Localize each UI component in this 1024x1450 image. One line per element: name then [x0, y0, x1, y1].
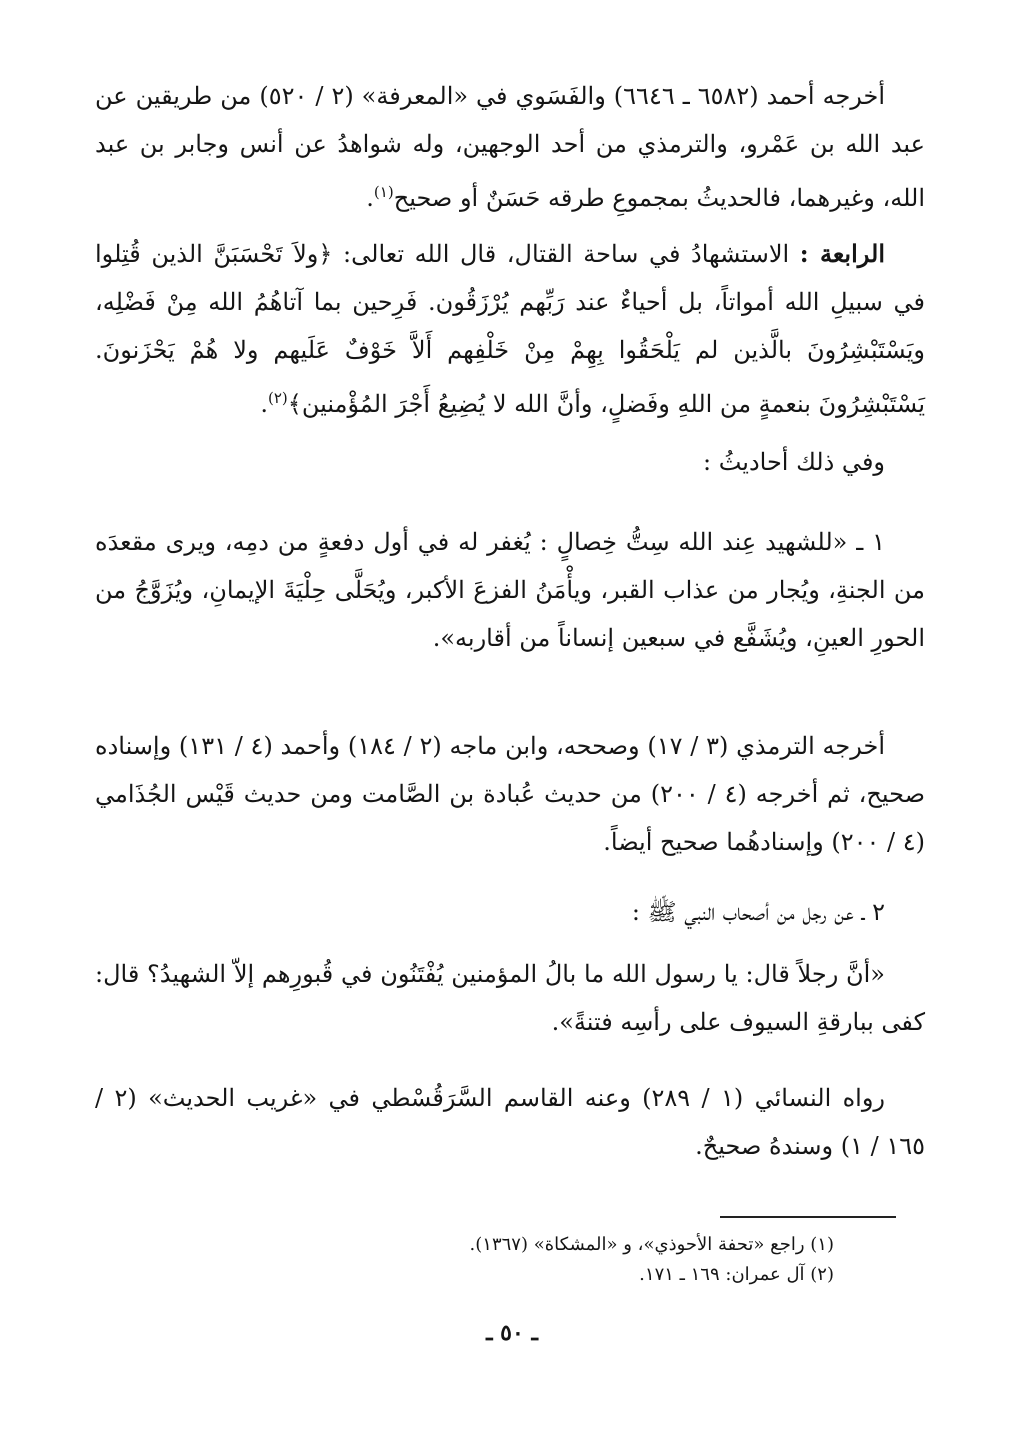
paragraph-hadith-1: ١ ـ «للشهيد عِند الله سِتُّ خِصالٍ : يُغفر له في أول دفعةٍ من دمِه، ويرى مقعدَه من الجنةِ، ويُجار من عذاب القبر، ويأْمَنُ الفزعَ الأكبر، ويُحَلَّى حِلْيَةَ الإيمانِ، ويُزَوَّجُ من الحورِ العينِ، ويُشَفَّع في سبعين إنساناً من أقاربه». — [95, 528, 925, 652]
paragraph-hadith-2-source: رواه النسائي (١ / ٢٨٩) وعنه القاسم السَّرَقُسْطي في «غريب الحديث» (٢ / ١٦٥ / ١) وسندهُ صحيحٌ. — [95, 1084, 925, 1160]
footnote-2: (٢) آل عمران: ١٦٩ ـ ١٧١. — [639, 1264, 834, 1285]
paragraph-hadith-1-source: أخرجه الترمذي (٣ / ١٧) وصححه، وابن ماجه (٢ / ١٨٤) وأحمد (٤ / ١٣١) وإسناده صحيح، ثم أخرجه (٤ / ٢٠٠) من حديث عُبادة بن الصَّامت ومن حديث قَيْس الجُذَامي (٤ / ٢٠٠) وإسنادهُما صحيح أيضاً. — [95, 732, 926, 856]
footnote-ref-1: (١) — [373, 183, 394, 201]
paragraph-end: . — [260, 390, 268, 418]
paragraph-fourth-istishhad — [95, 230, 925, 428]
footnote-ref-2: (٢) — [267, 389, 288, 407]
paragraph-hadith-source-1 — [95, 72, 925, 222]
section-heading: الاستشهادُ في ساحة القتال، — [506, 240, 790, 268]
paragraph-ahadith-intro: وفي ذلك أحاديثُ : — [702, 448, 885, 476]
page-number: ـ ٥٠ ـ — [486, 1320, 538, 1346]
paragraph-text: أخرجه أحمد (٦٥٨٢ ـ ٦٦٤٦) والفَسَوي في «المعرفة» (٢ / ٥٢٠) من طريقين عن عبد الله بن عَمْرو، والترمذي من أحد الوجهين، وله شواهدُ عن أنس وجابر بن عبد الله، وغيرهما، فالحديثُ بمجموعِ طرقه حَسَنٌ أو صحيح — [95, 82, 925, 212]
section-label: الرابعة : — [799, 239, 885, 268]
paragraph-end: . — [366, 184, 374, 212]
paragraph-hadith-2-heading: ٢ ـ عن رجل من أصحاب النبي ﷺ : — [631, 898, 885, 926]
paragraph-hadith-2: «أنَّ رجلاً قال: يا رسول الله ما بالُ المؤمنين يُفْتَنُون في قُبورِهم إلاّ الشهيدُ؟ قال: كفى ببارقةِ السيوف على رأسِه فتنةً». — [95, 960, 925, 1036]
footnote-divider — [720, 1216, 896, 1218]
footnote-1: (١) راجع «تحفة الأحوذي»، و «المشكاة» (١٣٦٧). — [469, 1234, 834, 1255]
quran-quote: قال الله تعالى: ﴿ولاَ تَحْسَبَنَّ الذين قُتِلوا في سبيلِ الله أمواتاً، بل أحياءٌ عند رَبِّهم يُرْزَقُون. فَرِحين بما آتاهُمُ الله مِنْ فَضْلِه، ويَسْتَبْشِرُونَ بالَّذين لم يَلْحَقُوا بِهِمْ مِنْ خَلْفِهم أَلاَّ خَوْفٌ عَلَيهم ولا هُمْ يَحْزَنونَ. يَسْتَبْشِرُونَ بنعمةٍ من اللهِ وفَضلٍ، وأنَّ الله لا يُضِيعُ أَجْرَ المُؤْمنين﴾ — [95, 240, 925, 418]
